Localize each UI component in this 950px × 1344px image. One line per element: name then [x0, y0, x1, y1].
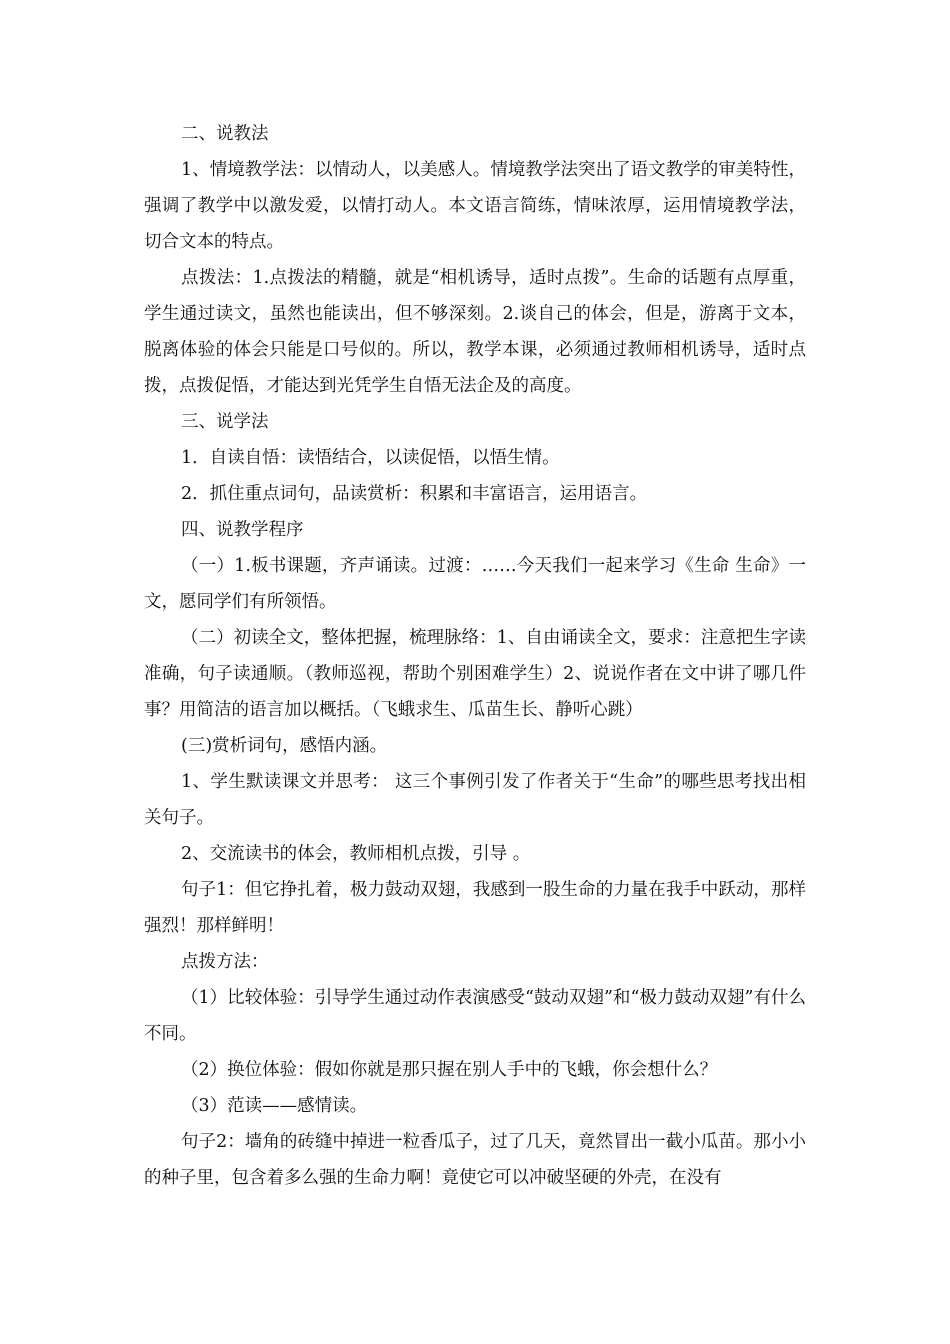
paragraph-learning-item-1: 1．自读自悟：读悟结合，以读促悟，以悟生情。: [181, 448, 560, 468]
paragraph-procedure-step-1: （一）1.板书课题，齐声诵读。过渡：……今天我们一起来学习《生命 生命》一文，愿同学们有所领悟。: [144, 556, 806, 612]
paragraph-role-swap-experience: （2）换位体验：假如你就是那只握在别人手中的飞蛾，你会想什么？: [181, 1060, 718, 1080]
document-page: [144, 116, 806, 1196]
section-heading-learning-method: 三、说学法: [181, 412, 269, 432]
paragraph-silent-reading: 1、学生默读课文并思考： 这三个事例引发了作者关于“生命”的哪些思考找出相关句子。: [144, 772, 806, 828]
section-heading-teaching-procedure: 四、说教学程序: [181, 520, 304, 540]
paragraph-exchange-reading: 2、交流读书的体会，教师相机点拨，引导 。: [181, 844, 531, 864]
paragraph-sentence-2: 句子2：墙角的砖缝中掉进一粒香瓜子，过了几天，竟然冒出一截小瓜苗。那小小的种子里，包含着多么强的生命力啊！竟使它可以冲破坚硬的外壳，在没有: [144, 1132, 806, 1188]
paragraph-comparison-experience: （1）比较体验：引导学生通过动作表演感受“鼓动双翅”和“极力鼓动双翅”有什么不同。: [144, 988, 806, 1044]
paragraph-sentence-1: 句子1：但它挣扎着，极力鼓动双翅，我感到一股生命的力量在我手中跃动，那样强烈！那样鲜明！: [144, 880, 806, 936]
section-heading-teaching-method: 二、说教法: [181, 124, 269, 144]
paragraph-situational-teaching: 1、情境教学法：以情动人，以美感人。情境教学法突出了语文教学的审美特性，强调了教学中以激发爱，以情打动人。本文语言简练，情味浓厚，运用情境教学法，切合文本的特点。: [144, 160, 806, 252]
paragraph-guidance-heading: 点拨方法：: [181, 952, 269, 972]
paragraph-procedure-step-3: (三)赏析词句，感悟内涵。: [181, 736, 388, 756]
paragraph-procedure-step-2: （二）初读全文，整体把握，梳理脉络：1、自由诵读全文，要求：注意把生字读准确，句子读通顺。（教师巡视，帮助个别困难学生）2、说说作者在文中讲了哪几件事？用简洁的语言加以概括。（飞蛾求生、瓜苗生长、静听心跳）: [144, 628, 806, 720]
paragraph-learning-item-2: 2．抓住重点词句，品读赏析：积累和丰富语言，运用语言。: [181, 484, 648, 504]
paragraph-guidance-method: 点拨法：1.点拨法的精髓，就是“相机诱导，适时点拨”。生命的话题有点厚重，学生通过读文，虽然也能读出，但不够深刻。2.谈自己的体会，但是，游离于文本，脱离体验的体会只能是口号似的。所以，教学本课，必须通过教师相机诱导，适时点拨，点拨促悟，才能达到光凭学生自悟无法企及的高度。: [144, 268, 806, 396]
paragraph-model-reading: （3）范读——感情读。: [181, 1096, 368, 1116]
